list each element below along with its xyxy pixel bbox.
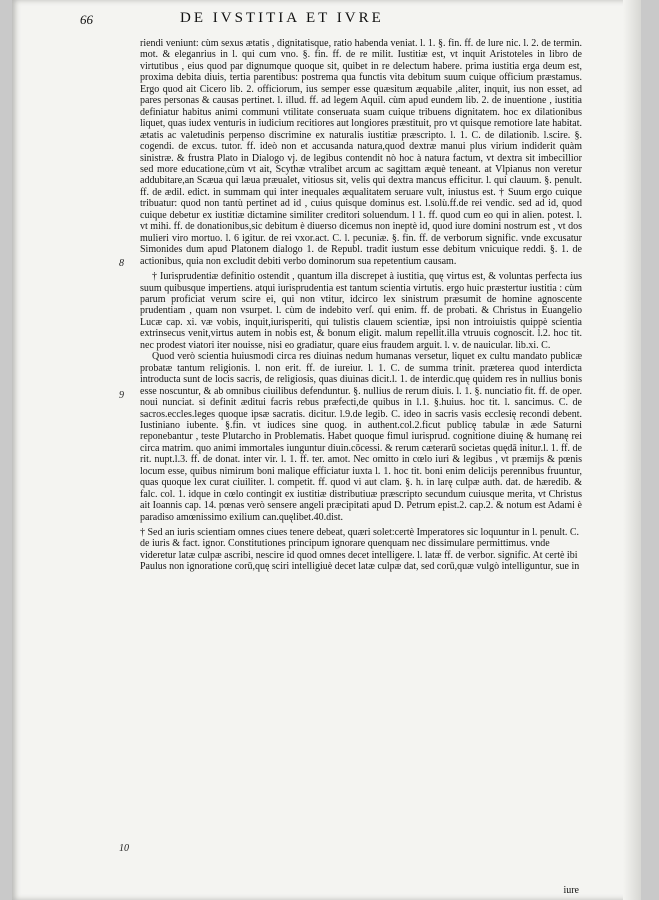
- margin-number-10: 10: [119, 843, 129, 854]
- paragraph-4: † Sed an iuris scientiam omnes ciues tenere debeat, quæri solet:certè Imperatores sic loquuntur in l. penult. C. de iuris & fact. ignor. Constitutiones principum ignorare quenquam nec dissimulare permittimus. vnde videretur latæ culpæ ascribi, nescire id quod omnes decet intelligere. l. latæ ff. de verbor. signific. At certè ibi Paulus non ignoratione corū,quę sciri intelligiuè decet latæ culpæ dat, sed corū,quæ vulgò intelliguntur, sue in: [140, 527, 580, 573]
- paragraph-3: Quod verò scientia huiusmodi circa res diuinas nedum humanas versetur, liquet ex cultu mandato publicæ probatæ tantum religionis. l. non erit. ff. de iureiur. l. 1. C. de summa trinit. præterea quod interdicta introducta sunt de locis sacris, de religiosis, quas diuinas dicit.l. 1. de interdic.quę quidem res in nullius bonis esse noscuntur, & ab omnibus ciuilibus defenduntur. §. nullius de rerum diuis. l. 1. §. nunciatio fit. ff. de oper. noui nunciat. si definit æditui facris rebus præfecti,de quibus in l.1. §.huius. hoc tit. l. sancimus. C. de sacros.eccles.leges quoque ipsæ sacratis. dicitur. l.9.de legib. C. ideo in sacris vasis ecclesię recondi debent. Iustiniano iubente. §.fin. vt iudices sine quog. in authent.col.2.ficut publicę tabulæ in æde Saturni reponebantur , teste Plutarcho in Problematis. Habet quoque fimul iurisprud. cognitione diuinę & humanę rei circa matrim. quo animi immortales iunguntur diuin.cōcessi. & rerum cæterarū societas quędā initur.l. 1. ff. de rit. nupt.l.3. ff. de donat. inter vir. l. 1. ff. ter. amot. Nec omitto in cœlo iuri & legibus , vt præmijs & pœnis locum esse, quibus nimirum boni malique efficiatur iuxta l. 1. hoc tit. boni enim delicijs perennibus fruuntur, quas quoque lex curat ciuiliter. l. competit. ff. quod vi aut clam. §. h. in larę culpæ auth. dat. de hæredib. & falc. col. 1. idque in cœlo contingit ex iustitiæ distributiuæ præscripto secundum cuiusque merita, vt Christus ait Ioannis cap. 14. pœnas verò sensere angeli præcipitati apud D. Petrum epist.2. cap.2. & notum est Adami è paradiso amœnissimo exilium can.quęlibet.40.dist.: [140, 351, 582, 523]
- running-title: DE IVSTITIA ET IVRE: [180, 10, 384, 26]
- margin-number-8: 8: [119, 258, 124, 269]
- page-edge-shadow: [623, 0, 641, 900]
- page-header: [12, 6, 641, 32]
- paragraph-1: riendi veniunt: cùm sexus ætatis , dignitatisque, ratio habenda veniat. l. 1. §. fin. ff. de lure nic. l. 2. de termin. mot. & eleganrius in l. qui cum vno. §. fin. ff. de re milit. Iustitiæ est, vt inquit Aristoteles in libro de virtutibus , eius quod par dignumque quoque sit, quibet in re delectum habere. prima iustitia erga deum est, proxima debita diuis, tertia parentibus: postrema qua functis vita debitum suum cuique officium præstamus. Ergo quod ait Cicero lib. 2. officiorum, ius semper esse quæsitum æquabile ,aliter, inquit, ius non esset, ad pares personas & causas pertinet. l. illud. ff. ad legem Aquil. cùm apud eundem lib. 2. de inuentione , iustitia definiatur habitus animi communi vtilitate conseruata suam cuique tribuens dignitatem. hoc ex dilationibus liquet, quas iudex venturis in iudicium recitiores aut longiores præstituit, pro vt quisque remotiore late habitat. ætatis ac valetudinis perpenso discrimine ex naturalis iustitiæ præscripto. l. 1. C. de dilationib. l.scire. §. cogendi. de excus. tutor. ff. ideò non et accusanda natura,quod dextræ manui plus virium indiderit quàm sinistræ. & frustra Plato in Dialogo vj. de legibus contendit nò hoc à natura factum, vt dextra sit imbecillior sed more educatione,cùm vt ait, Scythæ vtralibet arcum ac sagittam æquè teneant. at Vlpianus non veretur addubitare,an Scæua qui læua præualet, vitiosus sit, velis qui dextra mancus efficitur. l. qui clauum. §. penult. ff. de ædil. edict. in summam qui inter inequales æqualitatem seruare vult, iniustus est. † Suum ergo cuique tribuatur: quod non tantù pertinet ad id , cuius quisque dominus est. l.solù.ff.de rei vendic. sed ad id, quod cuique debetur ex iustitiæ dictamine similiter creditori soluendum. l 1. ff. quod cum eo qui in alien. potest. l. vt mihi. ff. de donationibus,sic debitum è diuerso dicemus non ineptè id, quod iure domini nostrum est , vt dos mulieri viro mortuo. l. 6 igitur. de rei vxor.act. C. l. pecuniæ. §. fin. ff. de verborum signific. vnde excusatur Simonides dum apud Platonem dialogo 1. de Republ. tradit iustum esse debitum vnicuique reddi. §. 1. de actionibus, quia non excludit debiti verbo dominorum sua repetentium causam.: [140, 38, 582, 267]
- paragraph-2: † Iurisprudentiæ definitio ostendit , quantum illa discrepet à iustitia, quę virtus est, & voluntas perfecta ius suum quibusque impertiens. atqui iurisprudentia est tantum scientia virtutis. ergo huic præstertur iustitia : cùm parum proficiat verum scire ei, qui non vtitur, idcirco lex sinistrum præsumit de homine agnoscente prudentiam , quam non vsurpet. l. cùm de indebito verſ. qui enim. ff. de probati. & Christus in Euangelio Lucæ cap. xi. væ vobis, inquit,iurisperiti, qui tulistis clauem scientiæ, ipsi non introiuistis quippè scientia extrinsecus venit,virtus autem in nobis est, & bonum eligit. malum repellit.illa vtruuis cognoscit. l.2. hoc tit. nec prodest viatori iter nouisse, nisi eo gradiatur, quare eius fraudem arguit. l. v. de nauicular. lib.xi. C.: [140, 271, 582, 351]
- catchword: iure: [563, 885, 579, 896]
- book-page: [12, 0, 641, 900]
- page-number: 66: [80, 12, 93, 27]
- margin-number-9: 9: [119, 390, 124, 401]
- text-body: [140, 38, 582, 573]
